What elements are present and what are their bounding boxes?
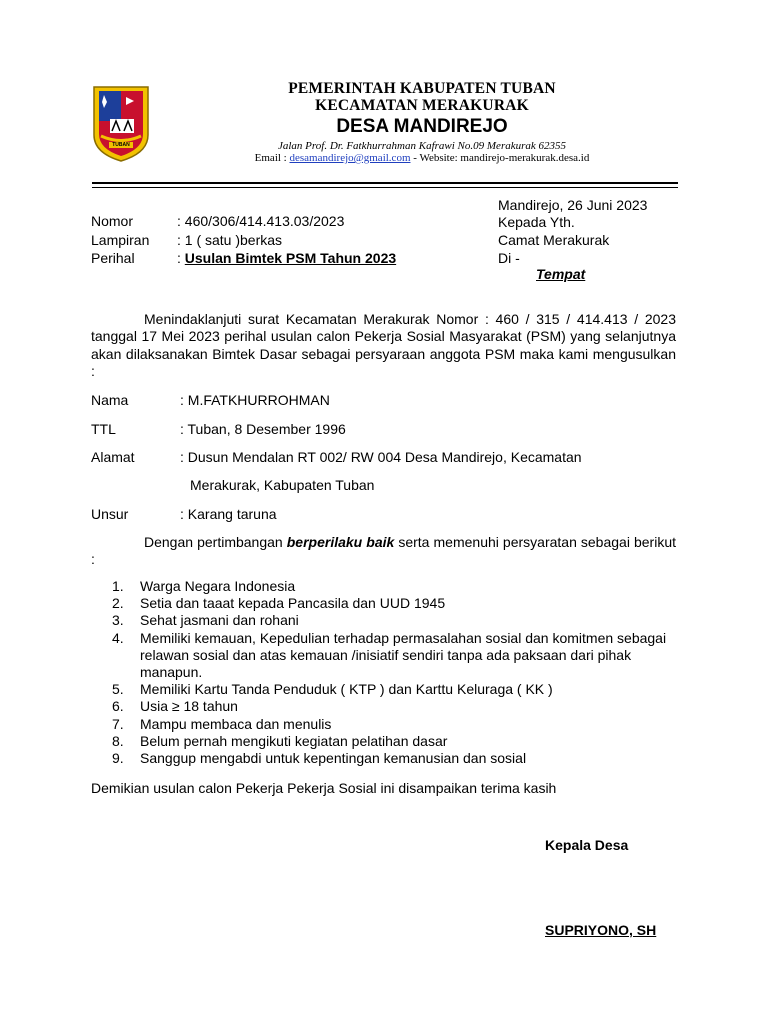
- regency-emblem-logo: [90, 83, 152, 163]
- nomor-label: Nomor: [91, 213, 134, 229]
- list-item-text: Sehat jasmani dan rohani: [140, 612, 299, 629]
- email-link[interactable]: desamandirejo@gmail.com: [289, 152, 411, 164]
- list-item: 5. Memiliki Kartu Tanda Penduduk ( KTP ) dan Karttu Keluraga ( KK ): [112, 681, 553, 698]
- list-item-text: Belum pernah mengikuti kegiatan pelatihan dasar: [140, 732, 448, 749]
- consideration-paragraph: [91, 534, 676, 569]
- letterhead-address: Jalan Prof. Dr. Fatkhurrahman Kafrawi No.09 Merakurak 62355: [277, 140, 567, 152]
- perihal-subject: Usulan Bimtek PSM Tahun 2023: [184, 250, 397, 266]
- list-item: 3. Sehat jasmani dan rohani: [112, 612, 299, 629]
- recipient-line-2: Camat Merakurak: [498, 232, 610, 248]
- email-label: Email :: [254, 152, 290, 164]
- list-item-text: Memiliki Kartu Tanda Penduduk ( KTP ) dan Karttu Keluraga ( KK ): [140, 681, 553, 698]
- letterhead-district: KECAMATAN MERAKURAK: [315, 97, 529, 114]
- consideration-pre: Dengan pertimbangan: [144, 534, 287, 550]
- emblem-text: TUBAN: [112, 142, 130, 148]
- list-item: 1. Warga Negara Indonesia: [112, 578, 296, 594]
- lampiran-label: Lampiran: [91, 232, 150, 248]
- list-item-text: Setia dan taaat kepada Pancasila dan UUD 1945: [140, 595, 446, 612]
- unsur-value: : Karang taruna: [180, 506, 277, 522]
- list-item-text: Usia ≥ 18 tahun: [140, 698, 238, 715]
- opening-paragraph: Menindaklanjuti surat Kecamatan Merakurak Nomor : 460 / 315 / 414.413 / 2023 tanggal 17 Mei 2023 perihal usulan calon Pekerja Sosial Masyarakat (PSM) yang selanjutnya akan dilaksanakan Bimtek Dasar sebagai persyaraan anggota PSM maka kami mengusulkan :: [91, 311, 676, 380]
- list-item: 9. Sanggup mengabdi untuk kepentingan kemanusian dan sosial: [112, 750, 527, 767]
- signature-title: Kepala Desa: [545, 837, 629, 853]
- alamat-value: : Dusun Mendalan RT 002/ RW 004 Desa Mandirejo, Kecamatan: [180, 449, 582, 465]
- list-item: 4. Memiliki kemauan, Kepedulian terhadap permasalahan sosial dan komitmen sebagai relawan sosial dan atas kemauan /inisiatif sendiri tanpa ada paksaan dari pihak manapun.: [112, 629, 667, 681]
- closing-sentence: Demikian usulan calon Pekerja Pekerja Sosial ini disampaikan terima kasih: [91, 780, 557, 796]
- recipient-line-1: Kepada Yth.: [498, 214, 575, 230]
- nama-label: Nama: [91, 392, 129, 408]
- signature-name: SUPRIYONO, SH: [545, 922, 657, 938]
- alamat-value-cont: Merakurak, Kabupaten Tuban: [190, 477, 375, 493]
- list-item: 7. Mampu membaca dan menulis: [112, 715, 332, 732]
- list-item: 2. Setia dan taaat kepada Pancasila dan UUD 1945: [112, 595, 446, 612]
- website-text: - Website: mandirejo-merakurak.desa.id: [410, 152, 590, 164]
- perihal-colon: :: [177, 250, 185, 266]
- ttl-label: TTL: [91, 421, 116, 437]
- requirements-list: [112, 578, 672, 767]
- list-item-text: Memiliki kemauan, Kepedulian terhadap permasalahan sosial dan komitmen sebagai relawan sosial dan atas kemauan /inisiatif sendiri tanpa ada paksaan dari pihak manapun.: [140, 629, 667, 681]
- alamat-label: Alamat: [91, 449, 135, 465]
- letterhead-village: DESA MANDIREJO: [336, 116, 508, 137]
- nama-value: : M.FATKHURROHMAN: [180, 392, 330, 408]
- unsur-label: Unsur: [91, 506, 129, 522]
- ttl-value: : Tuban, 8 Desember 1996: [180, 421, 346, 437]
- lampiran-value: : 1 ( satu )berkas: [177, 232, 283, 248]
- header-rule-thick: [92, 182, 678, 184]
- list-item: 8. Belum pernah mengikuti kegiatan pelatihan dasar: [112, 732, 448, 749]
- recipient-line-3: Di -: [498, 250, 520, 266]
- consideration-emphasis: berperilaku baik: [286, 534, 395, 550]
- letterhead-regency: PEMERINTAH KABUPATEN TUBAN: [288, 80, 556, 97]
- list-item-text: Sanggup mengabdi untuk kepentingan kemanusian dan sosial: [140, 750, 527, 767]
- perihal-value: [177, 250, 396, 267]
- place-date: Mandirejo, 26 Juni 2023: [498, 197, 648, 213]
- letterhead-contact: [180, 152, 664, 164]
- list-item: 6. Usia ≥ 18 tahun: [112, 698, 238, 715]
- list-item-text: Warga Negara Indonesia: [140, 578, 296, 594]
- list-item-text: Mampu membaca dan menulis: [140, 715, 332, 732]
- nomor-value: : 460/306/414.413.03/2023: [177, 213, 345, 229]
- perihal-label: Perihal: [91, 250, 135, 266]
- consideration-post: serta memenuhi persyaratan sebagai berikut :: [91, 534, 676, 568]
- recipient-place: Tempat: [536, 266, 586, 282]
- header-rule-thin: [92, 187, 678, 188]
